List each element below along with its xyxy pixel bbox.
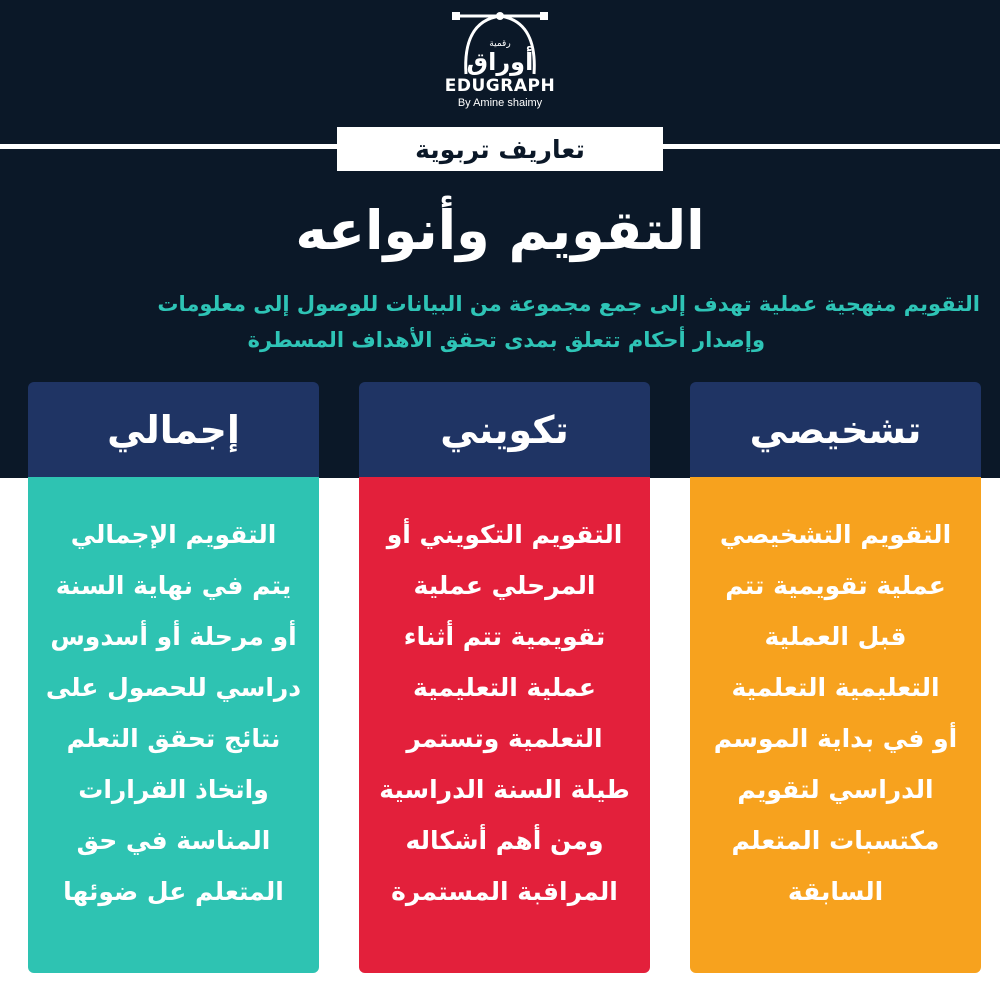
card-line: التقويم الإجمالي xyxy=(70,520,277,549)
card-line: ومن أهم أشكاله xyxy=(405,826,604,855)
card-line: عملية التعليمية xyxy=(413,673,596,702)
card-line: مكتسبات المتعلم xyxy=(731,826,940,855)
card-line: أو في بداية الموسم xyxy=(713,724,958,753)
card-line: المراقبة المستمرة xyxy=(391,877,618,906)
card-title: تشخيصي xyxy=(690,382,981,477)
card-line: التقويم التكويني أو xyxy=(386,520,623,549)
card-line: يتم في نهاية السنة xyxy=(55,571,292,600)
card-line: التعلمية وتستمر xyxy=(406,724,603,753)
card-body xyxy=(28,477,319,973)
card-line: المتعلم عل ضوئها xyxy=(63,877,284,906)
card-line: المناسة في حق xyxy=(76,826,271,855)
logo-arabic-small: رقمية xyxy=(489,39,511,49)
card-line: دراسي للحصول على xyxy=(45,673,302,702)
card-body xyxy=(690,477,981,973)
card-line: التقويم التشخيصي xyxy=(719,520,952,549)
definition-line-1: التقويم منهجية عملية تهدف إلى جمع مجموعة من البيانات للوصول إلى معلومات xyxy=(157,292,980,316)
card-title: تكويني xyxy=(359,382,650,477)
card-line: الدراسي لتقويم xyxy=(737,775,934,804)
card-body xyxy=(359,477,650,973)
category-banner: تعاريف تربوية xyxy=(337,127,663,171)
banner-line-right xyxy=(663,144,1000,149)
card-line: واتخاذ القرارات xyxy=(78,775,269,804)
logo xyxy=(430,10,570,122)
card-line: نتائج تحقق التعلم xyxy=(66,724,281,753)
card-line: تقويمية تتم أثناء xyxy=(403,622,606,651)
card-line: المرحلي عملية xyxy=(413,571,596,600)
banner-line-left xyxy=(0,144,337,149)
card-diagnostic xyxy=(690,382,981,973)
logo-arabic-word: أوراق xyxy=(466,48,534,76)
definition-line-2: وإصدار أحكام تتعلق بمدى تحقق الأهداف المسطرة xyxy=(247,328,765,352)
card-title: إجمالي xyxy=(28,382,319,477)
card-line: التعليمية التعلمية xyxy=(731,673,940,702)
logo-byline: By Amine shaimy xyxy=(457,97,543,109)
card-formative xyxy=(359,382,650,973)
definition-text xyxy=(20,286,980,358)
logo-brand: EDUGRAPH xyxy=(444,76,556,96)
card-line: طيلة السنة الدراسية xyxy=(379,775,630,804)
page-title: التقويم وأنواعه xyxy=(295,198,705,262)
card-line: السابقة xyxy=(787,877,884,906)
card-line: أو مرحلة أو أسدوس xyxy=(50,622,297,651)
pen-tool-logo-icon xyxy=(450,10,550,78)
card-line: قبل العملية xyxy=(764,622,907,651)
card-summative xyxy=(28,382,319,973)
card-line: عملية تقويمية تتم xyxy=(725,571,946,600)
